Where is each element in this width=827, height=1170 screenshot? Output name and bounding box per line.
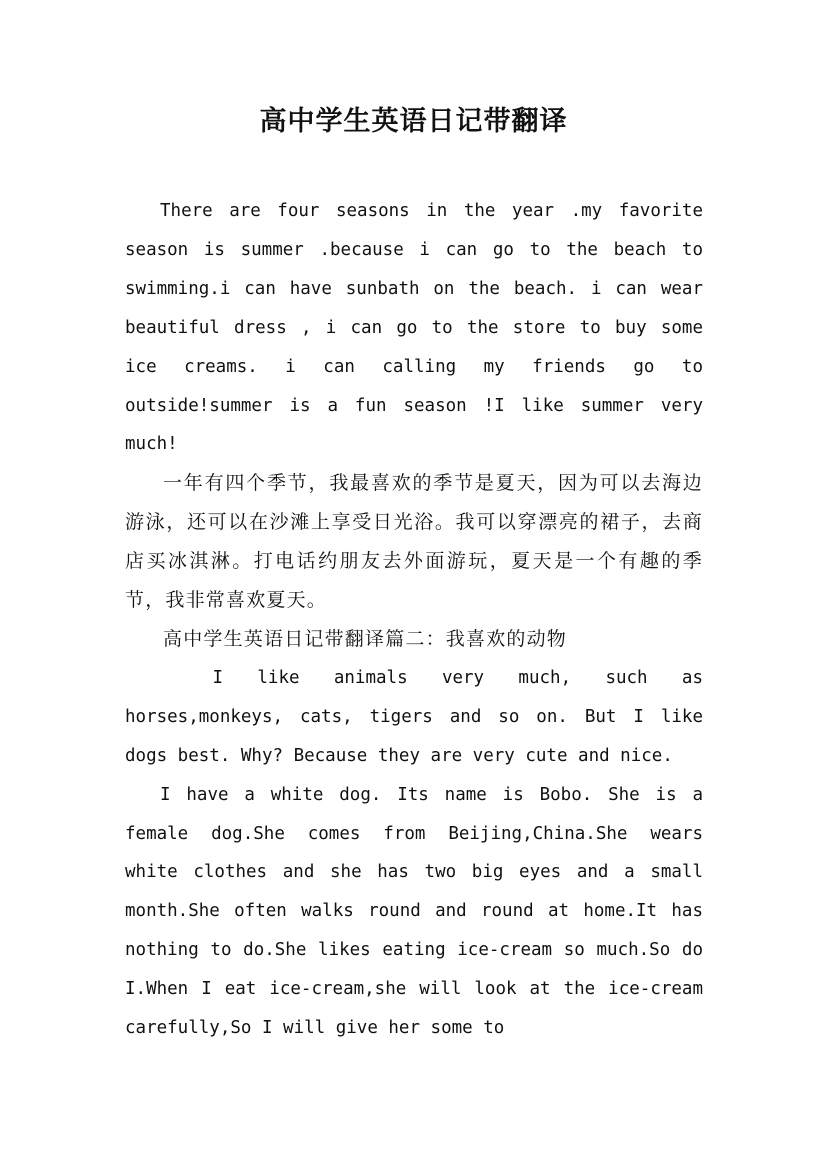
document-body <box>125 192 703 1048</box>
paragraph-dog-bobo: I have a white dog. Its name is Bobo. She is a female dog.She comes from Beijing,China.She wears white clothes and she has two big eyes and a small month.She often walks round and round at home.It has nothing to do.She likes eating ice-cream so much.So do I.When I eat ice-cream,she will look at the ice-cream carefully,So I will give her some to <box>125 784 703 1039</box>
section-heading: 高中学生英语日记带翻译篇二：我喜欢的动物 <box>163 627 568 650</box>
paragraph-summer-chinese: 一年有四个季节，我最喜欢的季节是夏天，因为可以去海边游泳，还可以在沙滩上享受日光浴。我可以穿漂亮的裙子，去商店买冰淇淋。打电话约朋友去外面游玩，夏天是一个有趣的季节，我非常喜欢夏天。 <box>125 472 703 612</box>
paragraph-animals-intro: I like animals very much, such as horses,monkeys, cats, tigers and so on. But I like dogs best. Why? Because they are very cute and nice. <box>125 667 703 766</box>
page-title: 高中学生英语日记带翻译 <box>259 106 568 137</box>
paragraph-summer-english: There are four seasons in the year .my favorite season is summer .because i can go to the beach to swimming.i can have sunbath on the beach. i can wear beautiful dress , i can go to the store to buy some ice creams. i can calling my friends go to outside!summer is a fun season !I like summer very much! <box>125 201 703 455</box>
